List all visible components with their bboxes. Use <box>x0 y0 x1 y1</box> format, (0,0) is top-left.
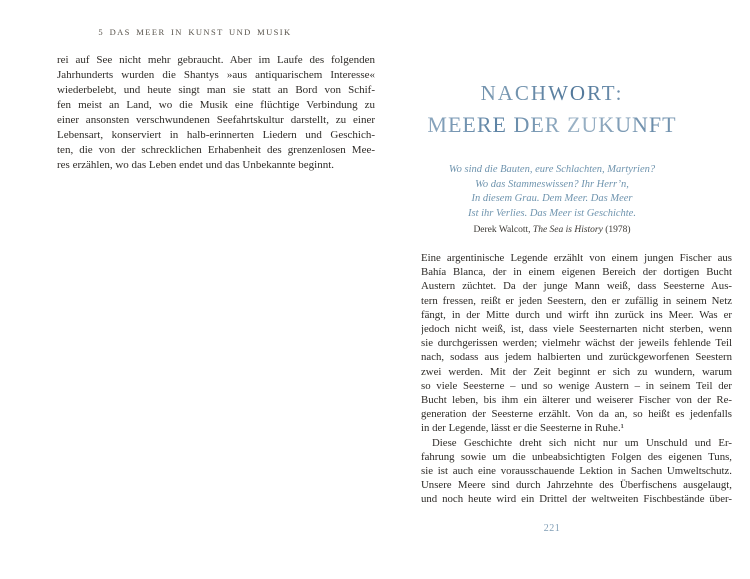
text-line: wiederbelebt, und heute singt man sie statt an Bord von Schif- <box>57 84 375 96</box>
chapter-title-line-1: NACHWORT: <box>421 80 732 106</box>
text-line: zwei werden. Mit der Zeit beginnt er sich zu wundern, warum <box>421 365 732 378</box>
text-line: fahrung sowie um die unbeabsichtigten Folgen des eigenen Tuns, <box>421 450 732 463</box>
left-body-paragraph <box>57 53 375 173</box>
text-line: In diesem Grau. Dem Meer. Das Meer <box>471 193 633 204</box>
running-head: 5 DAS MEER IN KUNST UND MUSIK <box>98 27 292 37</box>
text-line: sie durchgerissen werden; vielmehr wächst der jeweils fehlende Teil <box>421 337 732 350</box>
text-line: tern fressen, reißt er jeden Seestern, den er zufällig in seinem Netz <box>421 294 732 307</box>
text-line: Diese Geschichte dreht sich nicht nur um Unschuld und Er- <box>432 436 732 449</box>
attribution-work-title: The Sea is History <box>532 225 603 235</box>
epigraph-attribution <box>421 225 732 235</box>
text-line: einer ansonsten verschwundenen Seefahrtskultur darstellt, zu einer <box>57 114 375 126</box>
body-paragraph-2 <box>421 436 732 507</box>
epigraph <box>421 163 732 221</box>
text-line: Bahía Blanca, der in einem eigenen Bereich der dortigen Bucht <box>421 266 732 279</box>
text-line: ten, die von der schrecklichen Erhabenheit des grenzenlosen Mee- <box>57 144 375 156</box>
text-line: Wo das Stammeswissen? Ihr Herr’n, <box>475 178 629 190</box>
chapter-title-line-2: MEERE DER ZUKUNFT <box>421 111 732 139</box>
text-line: rei auf See nicht mehr gebraucht. Aber im Laufe des folgenden <box>57 54 375 66</box>
text-line: Eine argentinische Legende erzählt von einem jungen Fischer aus <box>421 252 732 264</box>
text-line: Wo sind die Bauten, eure Schlachten, Martyrien? <box>448 164 656 175</box>
text-line: sie ist auch eine vorausschauende Lektion in Sachen Umweltschutz. <box>421 464 732 477</box>
text-line: jedoch nicht weiß, ist, dass viele Seesternarten nicht sterben, wenn <box>421 322 732 335</box>
text-line: fen meist an Land, wo die Musik eine flüchtige Verbindung zu <box>57 99 375 111</box>
body-paragraph-1 <box>421 251 732 435</box>
text-line: und noch heute wird ein Drittel der weltweiten Fischbestände über- <box>421 493 732 506</box>
right-page <box>421 0 732 579</box>
text-line: Austern züchtet. Da der junge Mann weiß, dass Seesterne Aus- <box>421 280 732 293</box>
text-line: res erzählen, wo das Leben endet und das Unbekannte beginnt. <box>57 159 335 171</box>
attribution-author: Derek Walcott, <box>473 225 533 235</box>
text-line: in der Legende, lässt er die Seesterne in Ruhe.¹ <box>421 422 624 435</box>
text-line: generation der Seesterne erzählt. Von da an, so heißt es jedenfalls <box>421 408 732 421</box>
left-page <box>57 0 375 579</box>
text-line: so viele Seesterne – und so wenige Austern – in seinem Teil der <box>421 379 732 392</box>
text-line: Lebensart, konserviert in halb-erinnerten Liedern und Geschich- <box>57 129 375 141</box>
text-line: Ist ihr Verlies. Das Meer ist Geschichte. <box>468 207 636 219</box>
text-line: Bucht leben, bis ihm ein älterer und weiserer Fischer von der Re- <box>421 393 732 406</box>
text-line: nach, sodass aus jedem halbierten und zurückgeworfenen Seestern <box>421 351 732 364</box>
text-line: Jahrhunderts wurden die Shantys »aus antiquarischem Interesse« <box>57 69 375 81</box>
page-number: 221 <box>543 523 561 534</box>
text-line: fängt, in der Mitte durch und wirft ihn zurück ins Meer. Was er <box>421 308 732 321</box>
text-line: Unsere Meere sind durch Jahrzehnte des Überfischens ausgelaugt, <box>421 479 732 492</box>
attribution-year: (1978) <box>602 225 631 235</box>
